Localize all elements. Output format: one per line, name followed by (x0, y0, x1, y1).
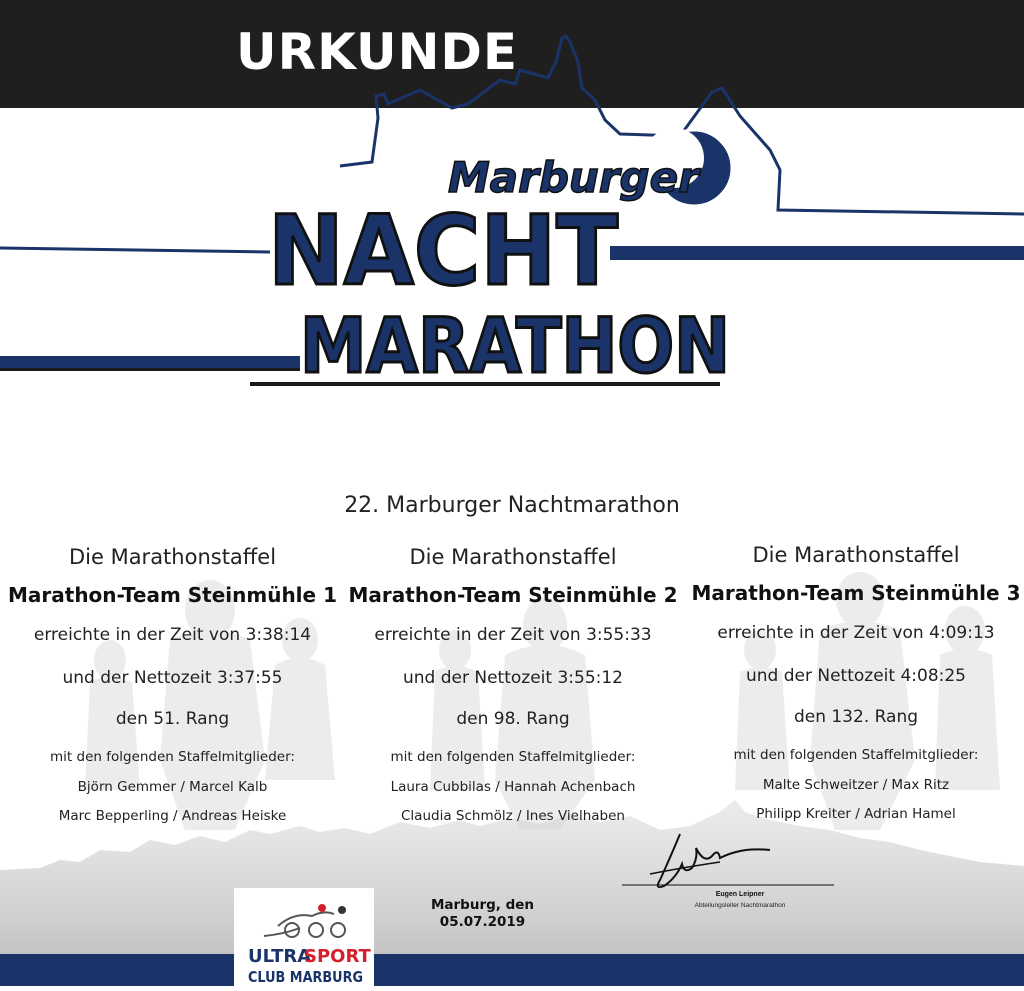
team-members-label: mit den folgenden Staffelmitglieder: (390, 749, 636, 765)
club-logo-graphic (234, 888, 374, 986)
team-column-1 (0, 545, 345, 835)
team-heading: Die Marathonstaffel (752, 543, 960, 567)
club-name-sport: SPORT (304, 946, 371, 967)
place-line: Marburg, den (430, 897, 535, 913)
team-time: erreichte in der Zeit von 3:38:14 (33, 625, 312, 645)
team-net-time: und der Nettozeit 3:37:55 (62, 668, 283, 688)
logo-marathon-text: MARATHON (300, 301, 730, 390)
club-name-ultra: ULTRA (248, 946, 312, 967)
team-time: erreichte in der Zeit von 4:09:13 (717, 623, 995, 643)
team-members-line1: Laura Cubbilas / Hannah Achenbach (390, 779, 636, 795)
team-name: Marathon-Team Steinmühle 3 (691, 581, 1021, 605)
team-column-2 (343, 545, 683, 835)
team-members-line1: Björn Gemmer / Marcel Kalb (77, 779, 268, 795)
team-time: erreichte in der Zeit von 3:55:33 (374, 625, 652, 645)
team-heading: Die Marathonstaffel (68, 545, 277, 569)
team-rank: den 98. Rang (456, 709, 570, 729)
team-members-label: mit den folgenden Staffelmitglieder: (733, 747, 979, 763)
team-column-3 (688, 543, 1024, 833)
date-line: 05.07.2019 (439, 914, 526, 930)
team-net-time: und der Nettozeit 4:08:25 (745, 666, 966, 686)
signature (620, 828, 840, 898)
place-date (415, 897, 550, 931)
team-members-line2: Philipp Kreiter / Adrian Hamel (756, 806, 956, 822)
certificate-title: URKUNDE (236, 23, 519, 81)
team-name: Marathon-Team Steinmühle 2 (348, 583, 678, 607)
footer-bar (0, 954, 1024, 986)
team-members-line2: Claudia Schmölz / Ines Vielhaben (401, 808, 625, 824)
event-subtitle: 22. Marburger Nachtmarathon (344, 493, 680, 518)
team-members-line2: Marc Bepperling / Andreas Heiske (58, 808, 287, 824)
signer-role: Abteilungsleiter Nachtmarathon (694, 902, 786, 909)
team-net-time: und der Nettozeit 3:55:12 (402, 668, 623, 688)
team-heading: Die Marathonstaffel (409, 545, 617, 569)
logo-marburger-text: Marburger (448, 153, 699, 202)
team-rank: den 132. Rang (793, 707, 919, 727)
team-rank: den 51. Rang (115, 709, 230, 729)
team-members-line1: Malte Schweitzer / Max Ritz (762, 777, 950, 793)
team-members-label: mit den folgenden Staffelmitglieder: (50, 749, 295, 765)
event-logo (0, 0, 1024, 420)
team-name: Marathon-Team Steinmühle 1 (8, 583, 337, 607)
logo-nacht-text: NACHT (268, 195, 618, 307)
club-logo (234, 888, 374, 986)
club-name-marburg: CLUB MARBURG (248, 968, 363, 986)
signer-name: Eugen Leipner (715, 891, 765, 898)
